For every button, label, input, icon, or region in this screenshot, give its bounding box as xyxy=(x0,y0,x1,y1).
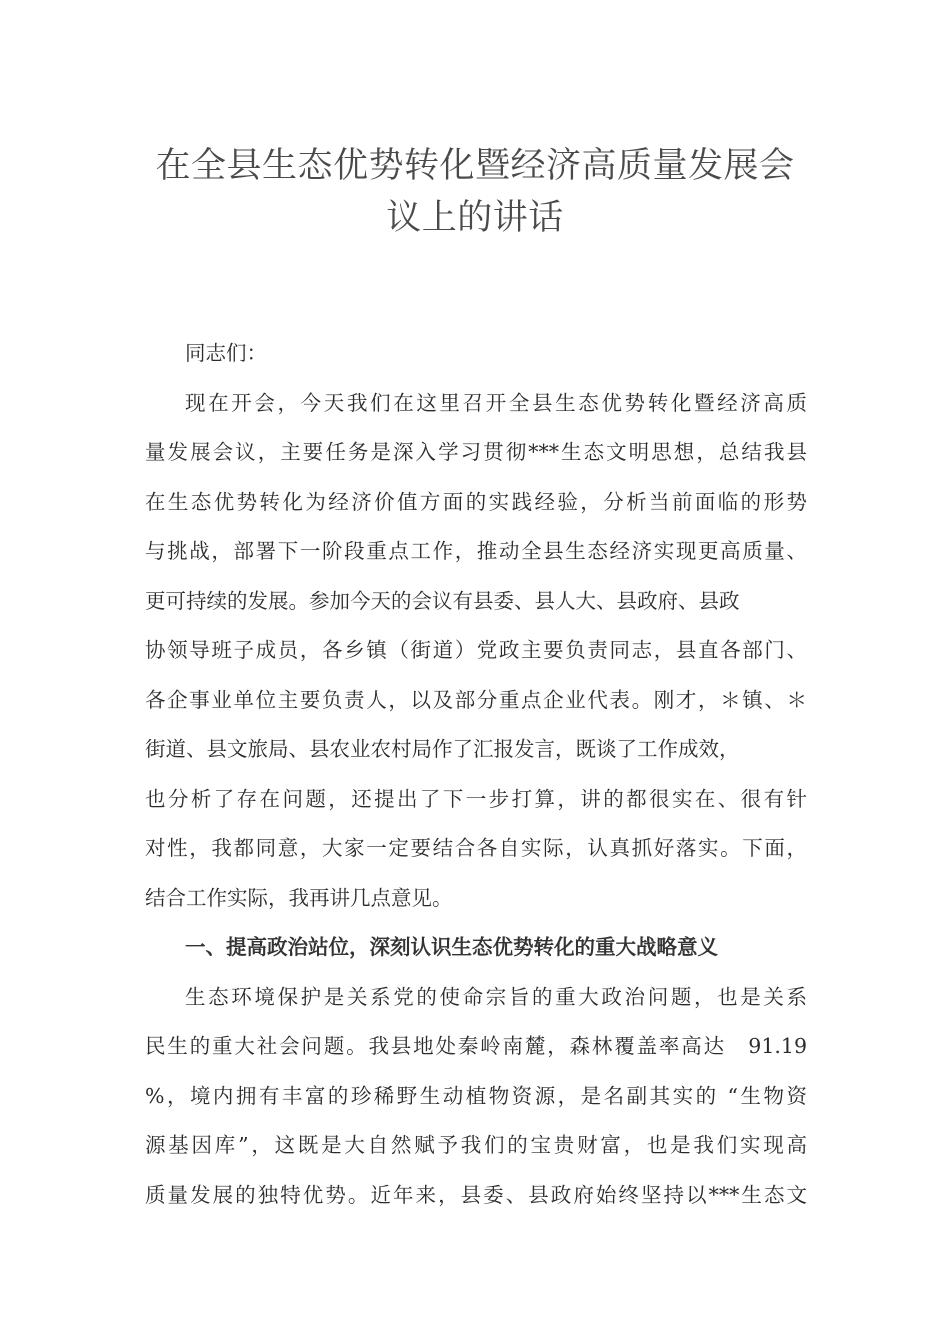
text-line: 源基因库”，这既是大自然赋予我们的宝贵财富，也是我们实现高 xyxy=(145,1133,807,1157)
title-line: 议上的讲话 xyxy=(386,198,564,238)
text-line: 也分析了存在问题，还提出了下一步打算，讲的都很实在、很有针 xyxy=(145,786,807,811)
text-line: 结合工作实际，我再讲几点意见。 xyxy=(145,885,453,910)
text-line: 各企事业单位主要负责人，以及部分重点企业代表。刚才，＊镇、＊ xyxy=(145,687,807,712)
text-line: 质量发展的独特优势。近年来，县委、县政府始终坚持以***生态文 xyxy=(145,1182,807,1207)
text-line: 量发展会议，主要任务是深入学习贯彻***生态文明思想，总结我县 xyxy=(145,440,807,464)
text-line: 与挑战，部署下一阶段重点工作，推动全县生态经济实现更高质量、 xyxy=(145,539,807,563)
text-line: 生态环境保护是关系党的使命宗旨的重大政治问题，也是关系 xyxy=(185,984,807,1009)
title-line: 在全县生态优势转化暨经济高质量发展会 xyxy=(155,146,795,186)
text-line: 民生的重大社会问题。我县地处秦岭南麓，森林覆盖率高达 91.19 xyxy=(145,1034,807,1058)
text-line: 街道、县文旅局、县农业农村局作了汇报发言，既谈了工作成效， xyxy=(145,737,740,761)
text-line: 更可持续的发展。参加今天的会议有县委、县人大、县政府、县政 xyxy=(145,588,740,613)
document-title xyxy=(140,140,810,244)
text-line: 对性，我都同意，大家一定要结合各自实际，认真抓好落实。下面， xyxy=(145,836,807,860)
paragraph-section-1 xyxy=(145,977,807,1225)
paragraph-opening xyxy=(145,383,807,928)
text-line: 协领导班子成员，各乡镇（街道）党政主要负责同志，县直各部门、 xyxy=(145,638,807,662)
text-line: %，境内拥有丰富的珍稀野生动植物资源，是名副其实的 “生物资 xyxy=(145,1083,807,1108)
salutation: 同志们： xyxy=(185,341,267,365)
document-body xyxy=(145,333,807,1224)
text-line: 在生态优势转化为经济价值方面的实践经验，分析当前面临的形势 xyxy=(145,489,807,514)
section-heading: 一、提高政治站位，深刻认识生态优势转化的重大战略意义 xyxy=(185,935,718,959)
text-line: 现在开会，今天我们在这里召开全县生态优势转化暨经济高质 xyxy=(185,390,807,415)
